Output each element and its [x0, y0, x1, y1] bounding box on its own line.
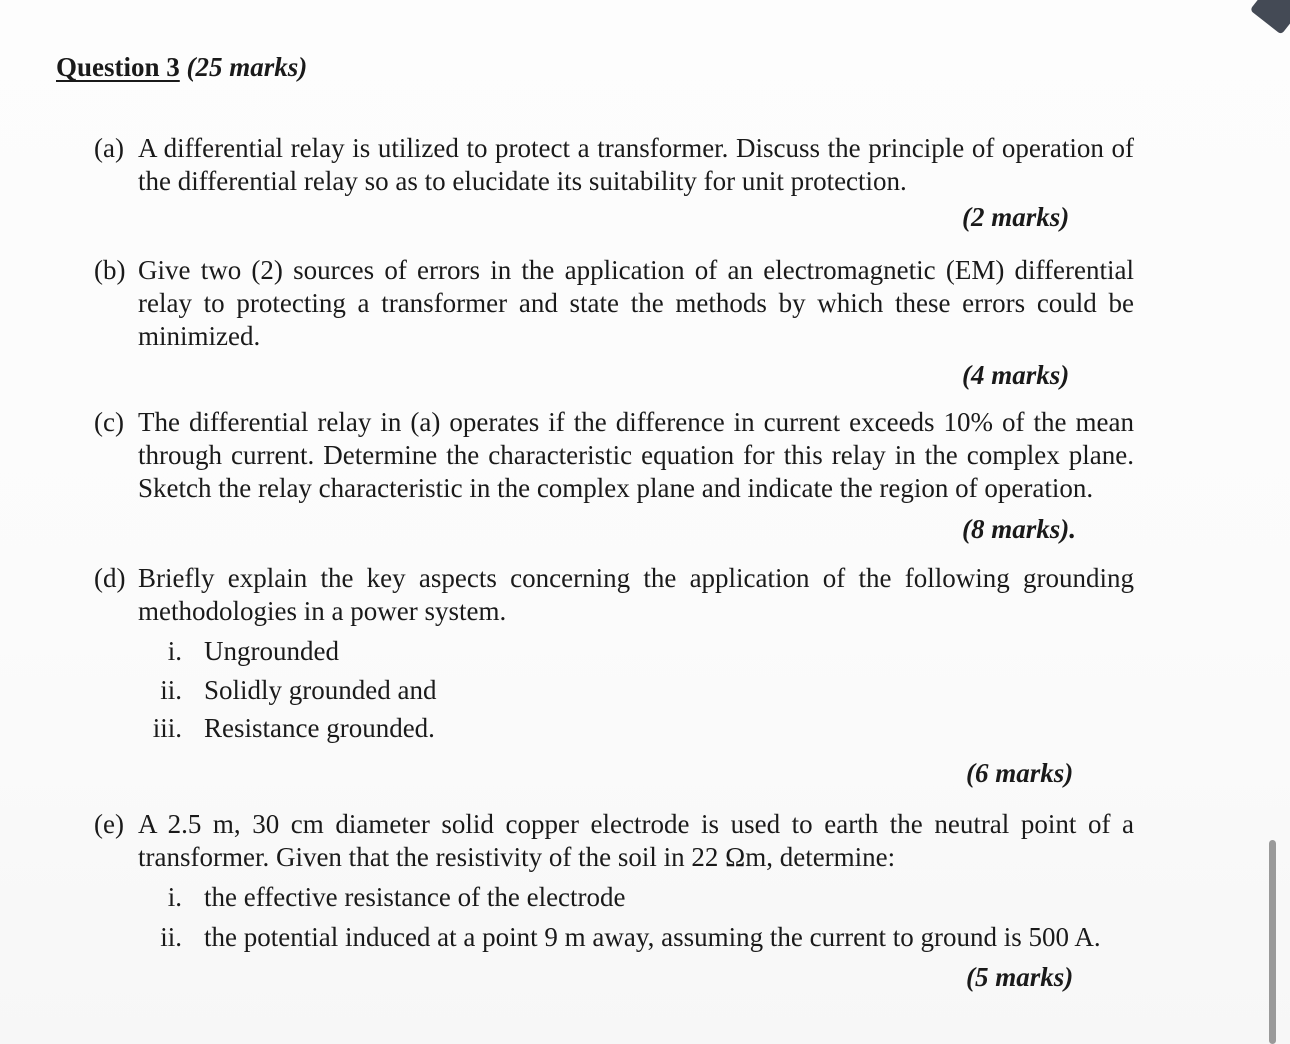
part-a-marks: (2 marks)	[962, 202, 1070, 232]
part-d-item-text: Ungrounded	[204, 636, 339, 666]
part-e-text: A 2.5 m, 30 cm diameter solid copper electrode is used to earth the neutral point of a transformer. Given that the resistivity of the soil in 22 Ωm, determine:	[138, 809, 1134, 872]
part-e-item-num: i.	[167, 882, 182, 912]
part-b	[94, 254, 1134, 353]
part-d-item-text: Solidly grounded and	[204, 675, 437, 705]
question-heading	[56, 52, 307, 83]
part-d-item	[122, 636, 339, 667]
page-corner-shadow	[1250, 0, 1290, 35]
part-e-item-text: the potential induced at a point 9 m away, assuming the current to ground is 500 A.	[204, 922, 1101, 952]
part-e	[94, 808, 1134, 874]
question-number: Question 3	[56, 52, 180, 82]
part-d-item-num: iii.	[152, 713, 182, 743]
part-c-label: (c)	[94, 407, 124, 437]
part-d-item	[122, 675, 436, 706]
part-d-item-text: Resistance grounded.	[204, 713, 435, 743]
part-c	[94, 406, 1134, 505]
part-d-text: Briefly explain the key aspects concerning the application of the following grounding methodologies in a power system.	[138, 563, 1134, 626]
part-e-item-text: the effective resistance of the electrode	[204, 882, 626, 912]
part-d-label: (d)	[94, 563, 126, 593]
part-c-text: The differential relay in (a) operates if the difference in current exceeds 10% of the mean through current. Determine the characteristic equation for this relay in the complex plane. Sketch the relay characteristic in the complex plane and indicate the region of operation.	[138, 407, 1134, 503]
scrollbar[interactable]	[1269, 840, 1276, 1044]
part-a-label: (a)	[94, 133, 124, 163]
part-b-label: (b)	[94, 255, 126, 285]
part-e-marks: (5 marks)	[966, 962, 1074, 992]
part-a	[94, 132, 1134, 198]
part-d-item-num: i.	[167, 636, 182, 666]
part-c-marks: (8 marks).	[962, 514, 1076, 544]
part-d-marks: (6 marks)	[966, 758, 1074, 788]
part-e-item	[122, 882, 626, 913]
part-d-item-num: ii.	[160, 675, 182, 705]
question-marks: (25 marks)	[186, 52, 308, 82]
part-e-item	[122, 922, 1101, 953]
part-d	[94, 562, 1134, 628]
part-a-text: A differential relay is utilized to protect a transformer. Discuss the principle of operation of the differential relay so as to elucidate its suitability for unit protection.	[138, 133, 1134, 196]
part-d-item	[122, 713, 435, 744]
part-b-marks: (4 marks)	[962, 360, 1070, 390]
part-b-text: Give two (2) sources of errors in the application of an electromagnetic (EM) differential relay to protecting a transformer and state the methods by which these errors could be minimized.	[138, 255, 1134, 351]
part-e-label: (e)	[94, 809, 124, 839]
part-e-item-num: ii.	[160, 922, 182, 952]
